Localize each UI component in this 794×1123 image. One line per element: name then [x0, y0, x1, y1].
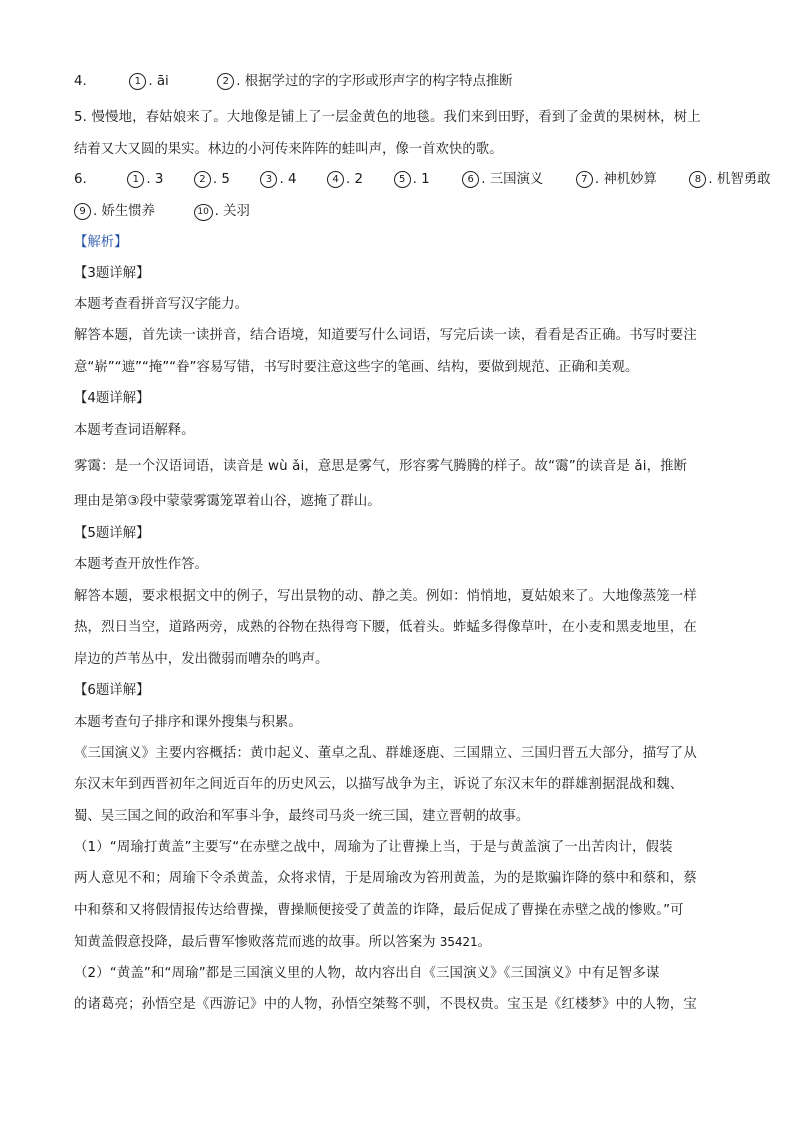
circled-number-icon: 5 — [394, 171, 411, 188]
section-6-paragraph-2-line-3: 蜀、吴三国之间的政治和军事斗争，最终司马炎一统三国，建立晋朝的故事。 — [74, 809, 530, 824]
answer-6-item-9: . 娇生惯养 — [93, 204, 156, 219]
section-6-paragraph-2-line-2: 东汉末年到西晋初年之间近百年的历史风云，以描写战争为主，诉说了东汉末年的群雄割据混战和魏、 — [74, 777, 684, 792]
answer-6-item-7: . 神机妙算 — [594, 172, 657, 187]
answer-6-item-2: . 5 — [212, 172, 230, 187]
section-6-paragraph-2-line-1: 《三国演义》主要内容概括：黄巾起义、董卓之乱、群雄逐鹿、三国鼎立、三国归晋五大部分，描写了从 — [74, 746, 697, 761]
section-6-paragraph-4-line-1: （2）“黄盖”和“周瑜”都是三国演义里的人物，故内容出自《三国演义》《三国演义》中有足智多谋 — [74, 966, 660, 981]
circled-number-icon: 2 — [194, 171, 211, 188]
section-6-paragraph-1: 本题考查句子排序和课外搜集与积累。 — [74, 715, 302, 730]
circled-number-icon: 9 — [74, 203, 91, 220]
answer-5-line-1: 5. 慢慢地，春姑娘来了。大地像是铺上了一层金黄色的地毯。我们来到田野，看到了金黄的果树林，树上 — [74, 110, 701, 125]
section-3-paragraph-2-line-2: 意“崭”“遮”“掩”“眷”容易写错，书写时要注意这些字的笔画、结构，要做到规范、正确和美观。 — [74, 360, 639, 375]
circled-number-icon: 7 — [576, 171, 593, 188]
section-3-paragraph-2-line-1: 解答本题，首先读一读拼音，结合语境，知道要写什么词语，写完后读一读，看看是否正确。书写时要注 — [74, 328, 697, 343]
section-4-paragraph-1: 本题考查词语解释。 — [74, 423, 195, 438]
circled-number-icon: 2 — [217, 73, 234, 90]
section-6-paragraph-3-line-4-text: 知黄盖假意投降，最后曹军惨败落荒而逃的故事。所以答案为 — [74, 935, 440, 950]
section-4-paragraph-2-line-2: 理由是第③段中蒙蒙雾霭笼罩着山谷，遮掩了群山。 — [74, 494, 381, 509]
circled-number-icon: 1 — [129, 73, 146, 90]
answer-5-line-2: 结着又大又圆的果实。林边的小河传来阵阵的蛙叫声，像一首欢快的歌。 — [74, 142, 503, 157]
section-6-paragraph-3-line-1: （1）“周瑜打黄盖”主要写“在赤壁之战中，周瑜为了让曹操上当，于是与黄盖演了一出苦肉计，假装 — [74, 840, 673, 855]
section-5-heading: 【5题详解】 — [74, 526, 150, 541]
section-5-paragraph-1: 本题考查开放性作答。 — [74, 557, 208, 572]
answer-6-item-10: . 关羽 — [214, 204, 250, 219]
answer-4 — [74, 72, 513, 92]
analysis-heading: 【解析】 — [74, 235, 128, 250]
circled-number-icon: 4 — [327, 171, 344, 188]
circled-number-icon: 10 — [194, 204, 213, 221]
section-3-paragraph-1: 本题考查看拼音写汉字能力。 — [74, 297, 249, 312]
section-4-heading: 【4题详解】 — [74, 391, 150, 406]
answer-6-item-6: . 三国演义 — [481, 172, 544, 187]
circled-number-icon: 6 — [462, 171, 479, 188]
answer-6-item-3: . 4 — [279, 172, 297, 187]
section-6-paragraph-4-line-2: 的诸葛亮；孙悟空是《西游记》中的人物，孙悟空桀骜不驯，不畏权贵。宝玉是《红楼梦》中的人物，宝 — [74, 997, 697, 1012]
circled-number-icon: 1 — [127, 171, 144, 188]
answer-4-item-2: . 根据学过的字的字形或形声字的构字特点推断 — [236, 74, 513, 89]
section-6-paragraph-3-line-2: 两人意见不和；周瑜下令杀黄盖，众将求情，于是周瑜改为笞刑黄盖，为的是欺骗诈降的蔡中和蔡和，蔡 — [74, 871, 697, 886]
section-6-heading: 【6题详解】 — [74, 683, 150, 698]
answer-6-item-4: . 2 — [346, 172, 364, 187]
answer-6-item-1: . 3 — [146, 172, 164, 187]
answer-4-item-1: . āi — [148, 74, 169, 89]
answer-6-row-2 — [74, 202, 250, 222]
section-6-paragraph-3-line-4-end: 。 — [477, 935, 491, 950]
section-5-paragraph-2-line-1: 解答本题，要求根据文中的例子，写出景物的动、静之美。例如：悄悄地，夏姑娘来了。大地像蒸笼一样 — [74, 589, 697, 604]
section-4-paragraph-2-line-1: 雾霭：是一个汉语词语，读音是 wù ǎi，意思是雾气，形容雾气腾腾的样子。故“霭”的读音是 ǎi，推断 — [74, 459, 688, 474]
circled-number-icon: 3 — [260, 171, 277, 188]
section-5-paragraph-2-line-2: 热，烈日当空，道路两旁，成熟的谷物在热得弯下腰，低着头。蚱蜢多得像草叶，在小麦和黑麦地里，在 — [74, 620, 697, 635]
section-6-paragraph-3-line-3: 中和蔡和又将假情报传达给曹操，曹操顺便接受了黄盖的诈降，最后促成了曹操在赤壁之战的惨败。”可 — [74, 903, 684, 918]
section-6-paragraph-3-line-4 — [74, 932, 491, 953]
section-3-heading: 【3题详解】 — [74, 266, 150, 281]
section-5-paragraph-2-line-3: 岸边的芦苇丛中，发出微弱而嘈杂的鸣声。 — [74, 652, 329, 667]
answer-6-item-5: . 1 — [412, 172, 430, 187]
circled-number-icon: 8 — [689, 171, 706, 188]
answer-sequence: 35421 — [439, 934, 478, 949]
answer-6-row-1 — [74, 170, 771, 190]
answer-6-item-8: . 机智勇敢 — [708, 172, 771, 187]
answer-6-number: 6. — [74, 172, 87, 187]
answer-4-number: 4. — [74, 74, 87, 89]
